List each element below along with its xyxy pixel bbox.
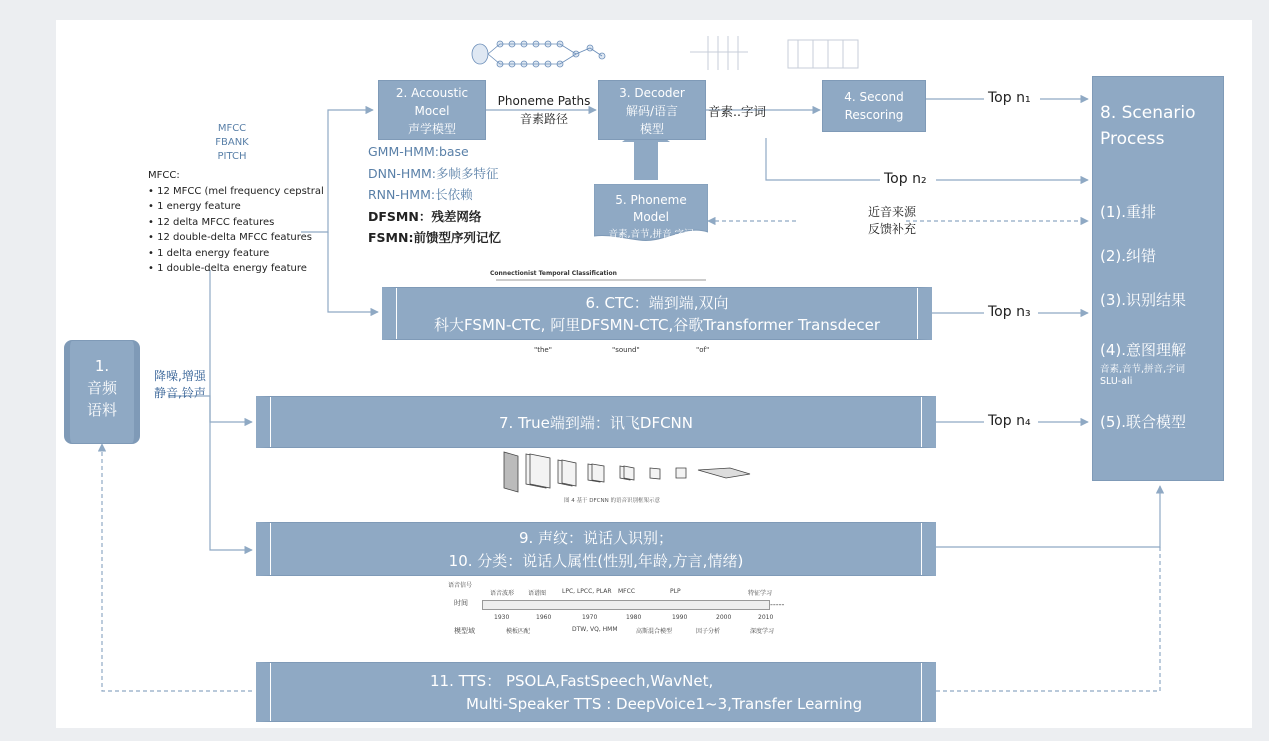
model-dfsmn: DFSMN：残差网络 <box>368 208 482 224</box>
mfcc-item: • 12 double-delta MFCC features <box>148 232 313 243</box>
timeline-year-1: 1960 <box>536 614 552 621</box>
scenario-item-intent: (4).意图理解 <box>1100 341 1187 359</box>
scenario-title2: Process <box>1100 129 1165 149</box>
acoustic-line2: Mocel <box>414 104 450 118</box>
timeline-bottom-0: 模板匹配 <box>506 628 531 635</box>
timeline-bottom-3: 因子分析 <box>696 628 721 635</box>
timeline-year-5: 2000 <box>716 614 732 621</box>
dashed-tts-to-audio <box>102 444 252 691</box>
timeline-bottom-2: 高斯混合模型 <box>636 628 673 635</box>
trunk-line <box>210 270 252 550</box>
feedback-label <box>868 204 916 238</box>
timeline-thumbnail: 语音信号 时间 模型域 语音波形 语谱图 LPC, LPCC, PLAR MFCC PLP 特征学习 ----- 1930 1960 1970 1980 1990 2000 2010 模板匹配 DTW, VQ, HMM 高斯混合模型 因子分析 深度学习 <box>448 582 785 635</box>
decoder-box <box>598 80 706 140</box>
ctc-bar <box>382 287 932 340</box>
timeline-row-model: 模型域 <box>454 627 475 635</box>
feature-fbank-label: FBANK <box>215 137 249 148</box>
timeline-bottom-1: DTW, VQ, HMM <box>572 626 618 633</box>
audio-line1: 1. <box>94 357 110 375</box>
phoneme-model-line2: Model <box>632 210 670 224</box>
top-n4-label: Top n₄ <box>988 413 1031 429</box>
diagram-canvas <box>56 20 1252 728</box>
scenario-item-correct: (2).纠错 <box>1100 247 1157 265</box>
timeline-top-2: LPC, LPCC, PLAR <box>562 588 612 595</box>
scenario-title <box>1100 100 1223 152</box>
ctc-thumb-title: Connectionist Temporal Classification <box>490 270 617 277</box>
timeline-year-2: 1970 <box>582 614 598 621</box>
scenario-item-rerank: (1).重排 <box>1100 203 1157 221</box>
mfcc-item: • 12 MFCC (mel frequency cepstral <box>148 185 324 197</box>
model-dnn: DNN-HMM:多帧多特征 <box>368 165 499 181</box>
ctc-thumb-label-of: "of" <box>696 346 710 354</box>
scenario-title1: 8. Scenario <box>1100 103 1196 123</box>
timeline-year-4: 1990 <box>672 614 688 621</box>
phoneme-model-line1: 5. Phoneme <box>615 193 687 207</box>
model-gmm: GMM-HMM:base <box>368 144 469 159</box>
decoder-line1: 3. Decoder <box>619 86 685 100</box>
voiceprint-line2: 10. 分类：说话人属性(性别,年龄,方言,情绪) <box>448 552 744 570</box>
rescoring-line2: Rescoring <box>844 108 904 122</box>
voiceprint-line1: 9. 声纹：说话人识别； <box>518 529 674 547</box>
acoustic-model-list <box>368 141 501 249</box>
rescoring-line1: 4. Second <box>844 90 904 104</box>
phoneme-word-label: 音素..字词 <box>708 104 766 119</box>
timeline-bar <box>482 600 770 610</box>
phoneme-paths-zh: 音素路径 <box>519 112 568 126</box>
scenario-item-result: (3).识别结果 <box>1100 291 1187 309</box>
decoder-line2: 解码/语言 <box>625 104 679 118</box>
noise-label <box>154 368 206 402</box>
dfcnn-caption: 图 4 基于 DFCNN 的语音识别框架示意 <box>564 498 660 504</box>
timeline-row-signal: 语音信号 <box>448 582 473 589</box>
mfcc-feature-list <box>148 168 324 277</box>
acoustic-model-box <box>378 80 486 140</box>
arrow-decoder-to-scenario-n2 <box>766 138 1088 180</box>
mfcc-item: • 1 energy feature <box>148 201 241 212</box>
timeline-year-0: 1930 <box>494 614 510 621</box>
noise-line1: 降噪,增强 <box>154 369 206 383</box>
voiceprint-bar <box>256 522 936 576</box>
timeline-row-time: 时间 <box>454 599 468 607</box>
mfcc-item: • 1 delta energy feature <box>148 247 270 259</box>
decoder-graph-thumbnail <box>466 34 616 74</box>
top-n3-label: Top n₃ <box>988 304 1031 320</box>
model-rnn: RNN-HMM:长依赖 <box>368 187 473 202</box>
top-n1-label: Top n₁ <box>988 90 1031 106</box>
rescoring-box <box>822 80 926 132</box>
noise-line2: 静音,铃声 <box>154 386 206 400</box>
dfcnn-thumbnail <box>500 448 760 494</box>
decoder-line3: 模型 <box>639 122 664 136</box>
ctc-thumb-line <box>496 278 706 282</box>
true-e2e-bar: 7. True端到端：讯飞DFCNN <box>256 396 936 448</box>
timeline-bottom-4: 深度学习 <box>750 628 775 635</box>
tts-line2: Multi-Speaker TTS : DeepVoice1~3,Transfer Learning <box>466 695 863 713</box>
audio-line2: 音频 <box>86 379 117 397</box>
scenario-item-joint: (5).联合模型 <box>1100 413 1187 431</box>
tts-line1: 11. TTS： PSOLA,FastSpeech,WavNet, <box>430 672 714 690</box>
model-fsmn: FSMN:前馈型序列记忆 <box>368 230 501 245</box>
timeline-year-6: 2010 <box>758 614 774 621</box>
timeline-top-4: PLP <box>670 588 681 595</box>
mfcc-item: • 1 double-delta energy feature <box>148 263 307 274</box>
audio-corpus-box <box>64 340 140 444</box>
rescoring-chart-thumbnail <box>688 32 878 72</box>
phoneme-paths-en: Phoneme Paths <box>497 94 591 108</box>
phoneme-paths-label <box>492 92 596 128</box>
timeline-top-1: 语谱图 <box>528 590 547 597</box>
ctc-thumb-label-sound: "sound" <box>612 346 640 354</box>
dashed-tts-to-scenario <box>936 547 1160 691</box>
ctc-line2: 科大FSMN-CTC, 阿里DFSMN-CTC,谷歌Transformer Transdecer <box>433 316 881 334</box>
feedback-line2: 反馈补充 <box>868 222 917 236</box>
audio-line3: 语料 <box>86 401 117 419</box>
scenario-process-panel <box>1092 76 1224 481</box>
scenario-sub2: SLU-ali <box>1100 376 1133 387</box>
scenario-sub1: 音素,音节,拼音,字词 <box>1100 364 1186 375</box>
acoustic-line1: 2. Accoustic <box>395 86 469 100</box>
timeline-top-0: 语音波形 <box>490 590 515 597</box>
feature-pitch-label: PITCH <box>217 151 247 162</box>
feedback-line1: 近音来源 <box>868 205 917 219</box>
feature-mfcc-label: MFCC <box>217 123 247 134</box>
tts-bar <box>256 662 936 722</box>
ctc-line1: 6. CTC：端到端,双向 <box>585 294 729 312</box>
acoustic-line3: 声学模型 <box>407 122 456 136</box>
top-n2-label: Top n₂ <box>884 171 927 187</box>
mfcc-title: MFCC: <box>148 170 180 181</box>
phoneme-model-box <box>594 192 708 243</box>
arrow-voiceprint-to-scenario <box>936 486 1160 547</box>
phoneme-model-line3: 音素,音节,拼音,字词 <box>608 229 694 240</box>
ctc-thumb-label-the: "the" <box>534 346 552 354</box>
timeline-top-3: MFCC <box>618 588 636 595</box>
timeline-top-5: 特征学习 <box>748 590 773 597</box>
feature-list-top <box>214 122 250 164</box>
mfcc-item: • 12 delta MFCC features <box>148 216 275 228</box>
timeline-year-3: 1980 <box>626 614 642 621</box>
